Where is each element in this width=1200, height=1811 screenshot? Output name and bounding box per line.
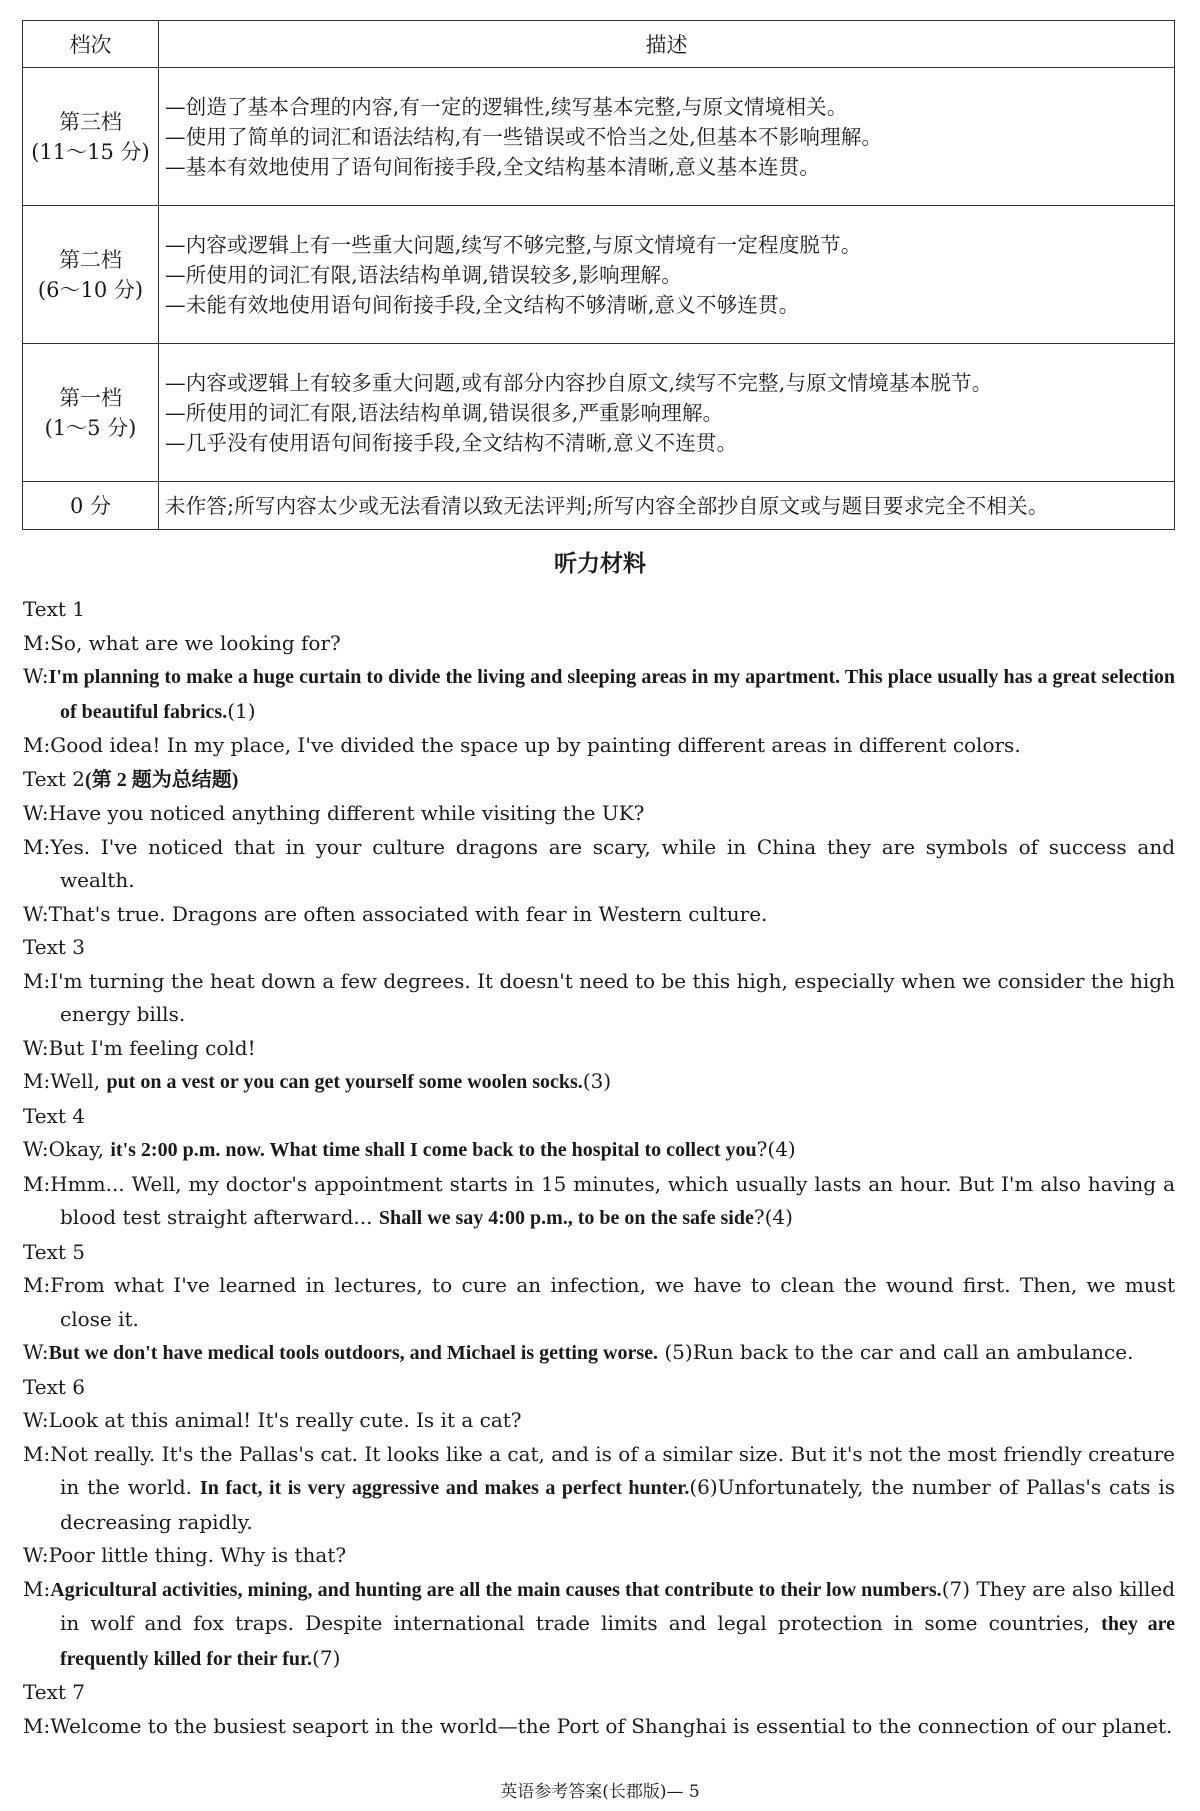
text-label: Text 7 (23, 1680, 86, 1704)
level-cell (23, 206, 159, 344)
answer-text: put on a vest or you can get yourself some woolen socks. (106, 1071, 583, 1093)
line-text: That's true. Dragons are often associated with fear in Western culture. (48, 901, 768, 926)
speaker: M: (23, 1171, 51, 1196)
line-text: Unfortunately, the number of Pallas's cats is decreasing rapidly. (60, 1475, 1175, 1534)
dialogue-line (23, 1539, 1175, 1573)
description-cell (159, 206, 1175, 344)
dialogue-line (23, 831, 1175, 898)
level-name: 第一档 (59, 385, 122, 410)
speaker: M: (23, 630, 51, 655)
description-line: 未作答;所写内容太少或无法看清以致无法评判;所写内容全部抄自原文或与题目要求完全不相关。 (165, 493, 1049, 518)
line-text: Yes. I've noticed that in your culture dragons are scary, while in China they are symbols of success and wealth. (50, 834, 1175, 892)
answer-text: But we don't have medical tools outdoors, and Michael is getting worse. (48, 1342, 658, 1364)
rubric-row (23, 68, 1175, 206)
speaker: M: (23, 1273, 51, 1297)
dialogue-line (23, 1133, 1175, 1168)
text-label: Text 5 (23, 1239, 86, 1264)
line-text: Well, (50, 1069, 107, 1093)
description-line: —未能有效地使用语句间衔接手段,全文结构不够清晰,意义不够连贯。 (165, 292, 800, 317)
level-cell (23, 482, 159, 530)
section-title: 听力材料 (554, 551, 646, 577)
question-marker: (5) (664, 1340, 693, 1364)
dialogue-line (23, 729, 1175, 763)
level-name: 0 分 (69, 493, 112, 518)
level-name: 第二档 (59, 247, 122, 272)
speaker: M: (23, 834, 51, 859)
speaker: W: (23, 901, 49, 926)
line-text: ? (756, 1137, 768, 1161)
answer-text: it's 2:00 p.m. now. What time shall I come back to the hospital to collect you (110, 1139, 757, 1161)
header-level: 档次 (23, 21, 159, 68)
dialogue-line (23, 1710, 1175, 1744)
answer-text: Agricultural activities, mining, and hunting are all the main causes that contribute to their low numbers. (50, 1578, 942, 1601)
description-cell (159, 482, 1175, 530)
description-line: —所使用的词汇有限,语法结构单调,错误较多,影响理解。 (165, 262, 682, 287)
level-name: 第三档 (59, 109, 122, 134)
level-range: (11～15 分) (31, 139, 150, 164)
dialogue-line (23, 898, 1175, 932)
question-marker: (4) (767, 1137, 796, 1161)
text-label: Text 1 (23, 597, 86, 621)
description-line: —创造了基本合理的内容,有一定的逻辑性,续写基本完整,与原文情境相关。 (165, 94, 848, 119)
line-text: From what I've learned in lectures, to cure an infection, we have to clean the wound first. Then, we must close it. (50, 1273, 1175, 1331)
dialogue-line (23, 1168, 1175, 1236)
speaker: M: (23, 1069, 51, 1093)
level-cell (23, 68, 159, 206)
speaker: W: (23, 1035, 49, 1060)
line-text: ? (753, 1205, 765, 1229)
text-label: Text 3 (23, 935, 86, 959)
dialogue-line (23, 797, 1175, 831)
rubric-row (23, 206, 1175, 344)
speaker: M: (23, 1441, 51, 1466)
question-marker: (7) (312, 1645, 341, 1670)
answer-text: In fact, it is very aggressive and makes a perfect hunter. (199, 1477, 690, 1499)
speaker: M: (23, 1713, 51, 1738)
rubric-table (22, 20, 1175, 530)
text-label: Text 4 (23, 1103, 86, 1128)
dialogue-line (23, 1336, 1175, 1371)
question-marker: (3) (582, 1069, 612, 1093)
line-text: So, what are we looking for? (50, 630, 341, 655)
answer-text: Shall we say 4:00 p.m., to be on the safe side (378, 1207, 754, 1229)
transcript (23, 593, 1175, 1743)
rubric-row (23, 482, 1175, 530)
line-text: Welcome to the busiest seaport in the world—the Port of Shanghai is essential to the connection of our planet. (50, 1713, 1173, 1738)
line-text: Poor little thing. Why is that? (48, 1543, 347, 1567)
question-marker: (6) (689, 1475, 718, 1499)
dialogue-line (23, 1065, 1175, 1100)
question-marker: (1) (227, 698, 256, 723)
question-marker: (4) (764, 1205, 793, 1229)
description-line: —内容或逻辑上有一些重大问题,续写不够完整,与原文情境有一定程度脱节。 (165, 232, 862, 257)
dialogue-line (23, 1438, 1175, 1540)
speaker: M: (23, 1576, 51, 1601)
line-text: Look at this animal! It's really cute. Is it a cat? (48, 1408, 522, 1432)
header-description: 描述 (159, 21, 1175, 68)
line-text: Run back to the car and call an ambulance. (692, 1340, 1134, 1364)
text-label (23, 763, 1175, 798)
line-text: Hmm... Well, my doctor's appointment starts in 15 minutes, which usually lasts an hour. But I'm also having a blood test straight afterward... (50, 1171, 1175, 1229)
speaker: M: (23, 733, 51, 757)
line-text: I'm turning the heat down a few degrees. It doesn't need to be this high, especially when we consider the high energy bills. (50, 968, 1175, 1026)
dialogue-line (23, 1573, 1175, 1677)
line-text: Good idea! In my place, I've divided the space up by painting different areas in different colors. (50, 733, 1021, 757)
dialogue-line (23, 627, 1175, 661)
answer-text: I'm planning to make a huge curtain to divide the living and sleeping areas in my apartment. This place usually has a great selection of beautiful fabrics. (48, 666, 1175, 723)
description-line: —内容或逻辑上有较多重大问题,或有部分内容抄自原文,续写不完整,与原文情境基本脱节。 (165, 370, 993, 395)
line-text: But I'm feeling cold! (48, 1035, 256, 1060)
description-line: —所使用的词汇有限,语法结构单调,错误很多,严重影响理解。 (165, 400, 724, 425)
dialogue-line (23, 1269, 1175, 1336)
level-cell (23, 344, 159, 482)
description-cell (159, 68, 1175, 206)
page-footer: 英语参考答案(长郡版)— 5 (500, 1782, 700, 1802)
speaker: W: (23, 1340, 49, 1364)
dialogue-line (23, 1404, 1175, 1438)
description-line: —基本有效地使用了语句间衔接手段,全文结构基本清晰,意义基本连贯。 (165, 154, 821, 179)
question-marker: (7) (941, 1576, 971, 1601)
speaker: W: (23, 1137, 49, 1161)
text-note: (第 2 题为总结题) (85, 768, 239, 791)
line-text: They are also killed in wolf and fox traps. Despite international trade limits and legal protection in some countries, (60, 1576, 1176, 1635)
speaker: W: (23, 1408, 49, 1432)
line-text: Not really. It's the Pallas's cat. It looks like a cat, and is of a similar size. But it's not the most friendly creature in the world. (50, 1441, 1175, 1499)
dialogue-line (23, 965, 1175, 1032)
speaker: W: (23, 801, 49, 825)
text-label-name: Text 2 (23, 766, 86, 791)
level-range: (1～5 分) (44, 415, 137, 440)
speaker: W: (23, 1543, 49, 1567)
level-range: (6～10 分) (37, 277, 144, 302)
dialogue-line (23, 1032, 1175, 1066)
speaker: W: (23, 664, 49, 688)
line-text: Have you noticed anything different while visiting the UK? (48, 801, 645, 825)
dialogue-line (23, 660, 1175, 729)
text-label: Text 6 (23, 1374, 86, 1399)
description-line: —几乎没有使用语句间衔接手段,全文结构不清晰,意义不连贯。 (165, 430, 738, 455)
rubric-header-row (23, 21, 1175, 68)
rubric-row (23, 344, 1175, 482)
answer-text: they are frequently killed for their fur. (60, 1613, 1175, 1670)
description-cell (159, 344, 1175, 482)
description-line: —使用了简单的词汇和语法结构,有一些错误或不恰当之处,但基本不影响理解。 (165, 124, 883, 149)
line-text: Okay, (48, 1137, 111, 1161)
speaker: M: (23, 968, 51, 993)
